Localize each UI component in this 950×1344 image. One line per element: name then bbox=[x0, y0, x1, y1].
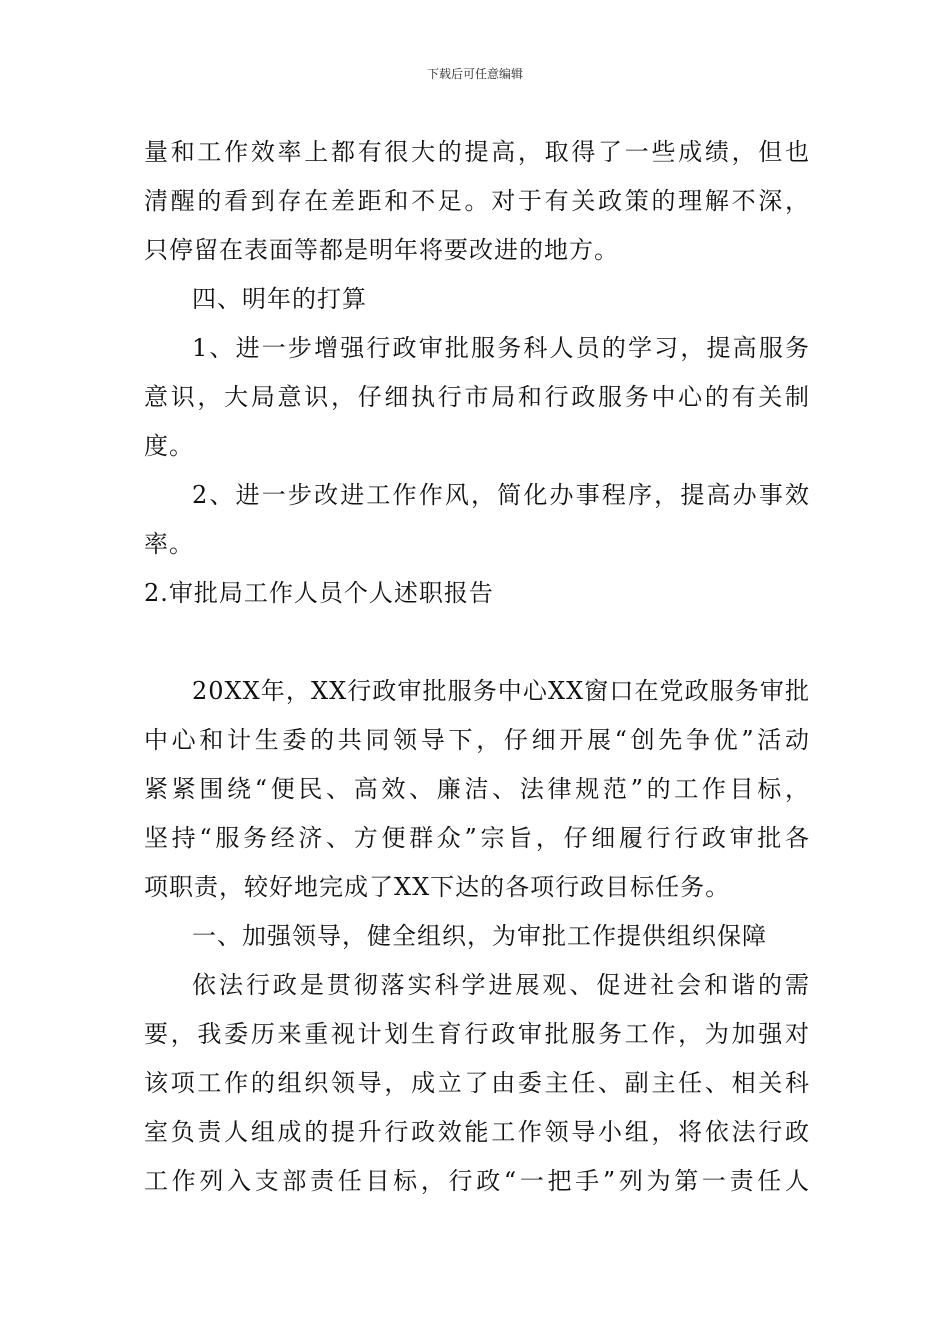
section-heading-leadership: 一、加强领导，健全组织，为审批工作提供组织保障 bbox=[192, 922, 767, 950]
paragraph-line: 项职责，较好地完成了XX下达的各项行政目标任务。 bbox=[144, 873, 731, 901]
document-body bbox=[144, 128, 810, 1206]
paragraph-line: 20XX年，XX行政审批服务中心XX窗口在党政服务审批 bbox=[192, 677, 810, 705]
list-item-line: 2、进一步改进工作作风，简化办事程序，提高办事效 bbox=[192, 481, 810, 509]
list-item-line: 1、进一步增强行政审批服务科人员的学习，提高服务 bbox=[192, 334, 810, 362]
paragraph-line: 中心和计生委的共同领导下，仔细开展“创先争优”活动 bbox=[144, 726, 810, 754]
page-header-note: 下载后可任意编辑 bbox=[426, 67, 523, 81]
section-heading-plans: 四、明年的打算 bbox=[192, 285, 367, 313]
paragraph-line: 要，我委历来重视计划生育行政审批服务工作，为加强对 bbox=[144, 1020, 810, 1048]
paragraph-line: 工作列入支部责任目标，行政“一把手”列为第一责任人 bbox=[144, 1167, 810, 1195]
paragraph-line: 室负责人组成的提升行政效能工作领导小组，将依法行政 bbox=[144, 1118, 810, 1146]
paragraph-line: 量和工作效率上都有很大的提高，取得了一些成绩，但也 bbox=[144, 138, 810, 166]
list-item-line: 度。 bbox=[144, 432, 194, 460]
paragraph-line: 坚持“服务经济、方便群众”宗旨，仔细履行行政审批各 bbox=[144, 824, 810, 852]
list-item-line: 意识，大局意识，仔细执行市局和行政服务中心的有关制 bbox=[144, 383, 810, 411]
paragraph-line: 该项工作的组织领导，成立了由委主任、副主任、相关科 bbox=[144, 1069, 810, 1097]
paragraph-line: 只停留在表面等都是明年将要改进的地方。 bbox=[144, 236, 619, 264]
paragraph-line: 紧紧围绕“便民、高效、廉洁、法律规范”的工作目标， bbox=[144, 775, 810, 803]
blank-line bbox=[144, 618, 810, 667]
report-title: 2.审批局工作人员个人述职报告 bbox=[144, 579, 494, 607]
list-item-line: 率。 bbox=[144, 530, 194, 558]
paragraph-line: 依法行政是贯彻落实科学进展观、促进社会和谐的需 bbox=[192, 971, 810, 999]
paragraph-line: 清醒的看到存在差距和不足。对于有关政策的理解不深， bbox=[144, 187, 810, 215]
